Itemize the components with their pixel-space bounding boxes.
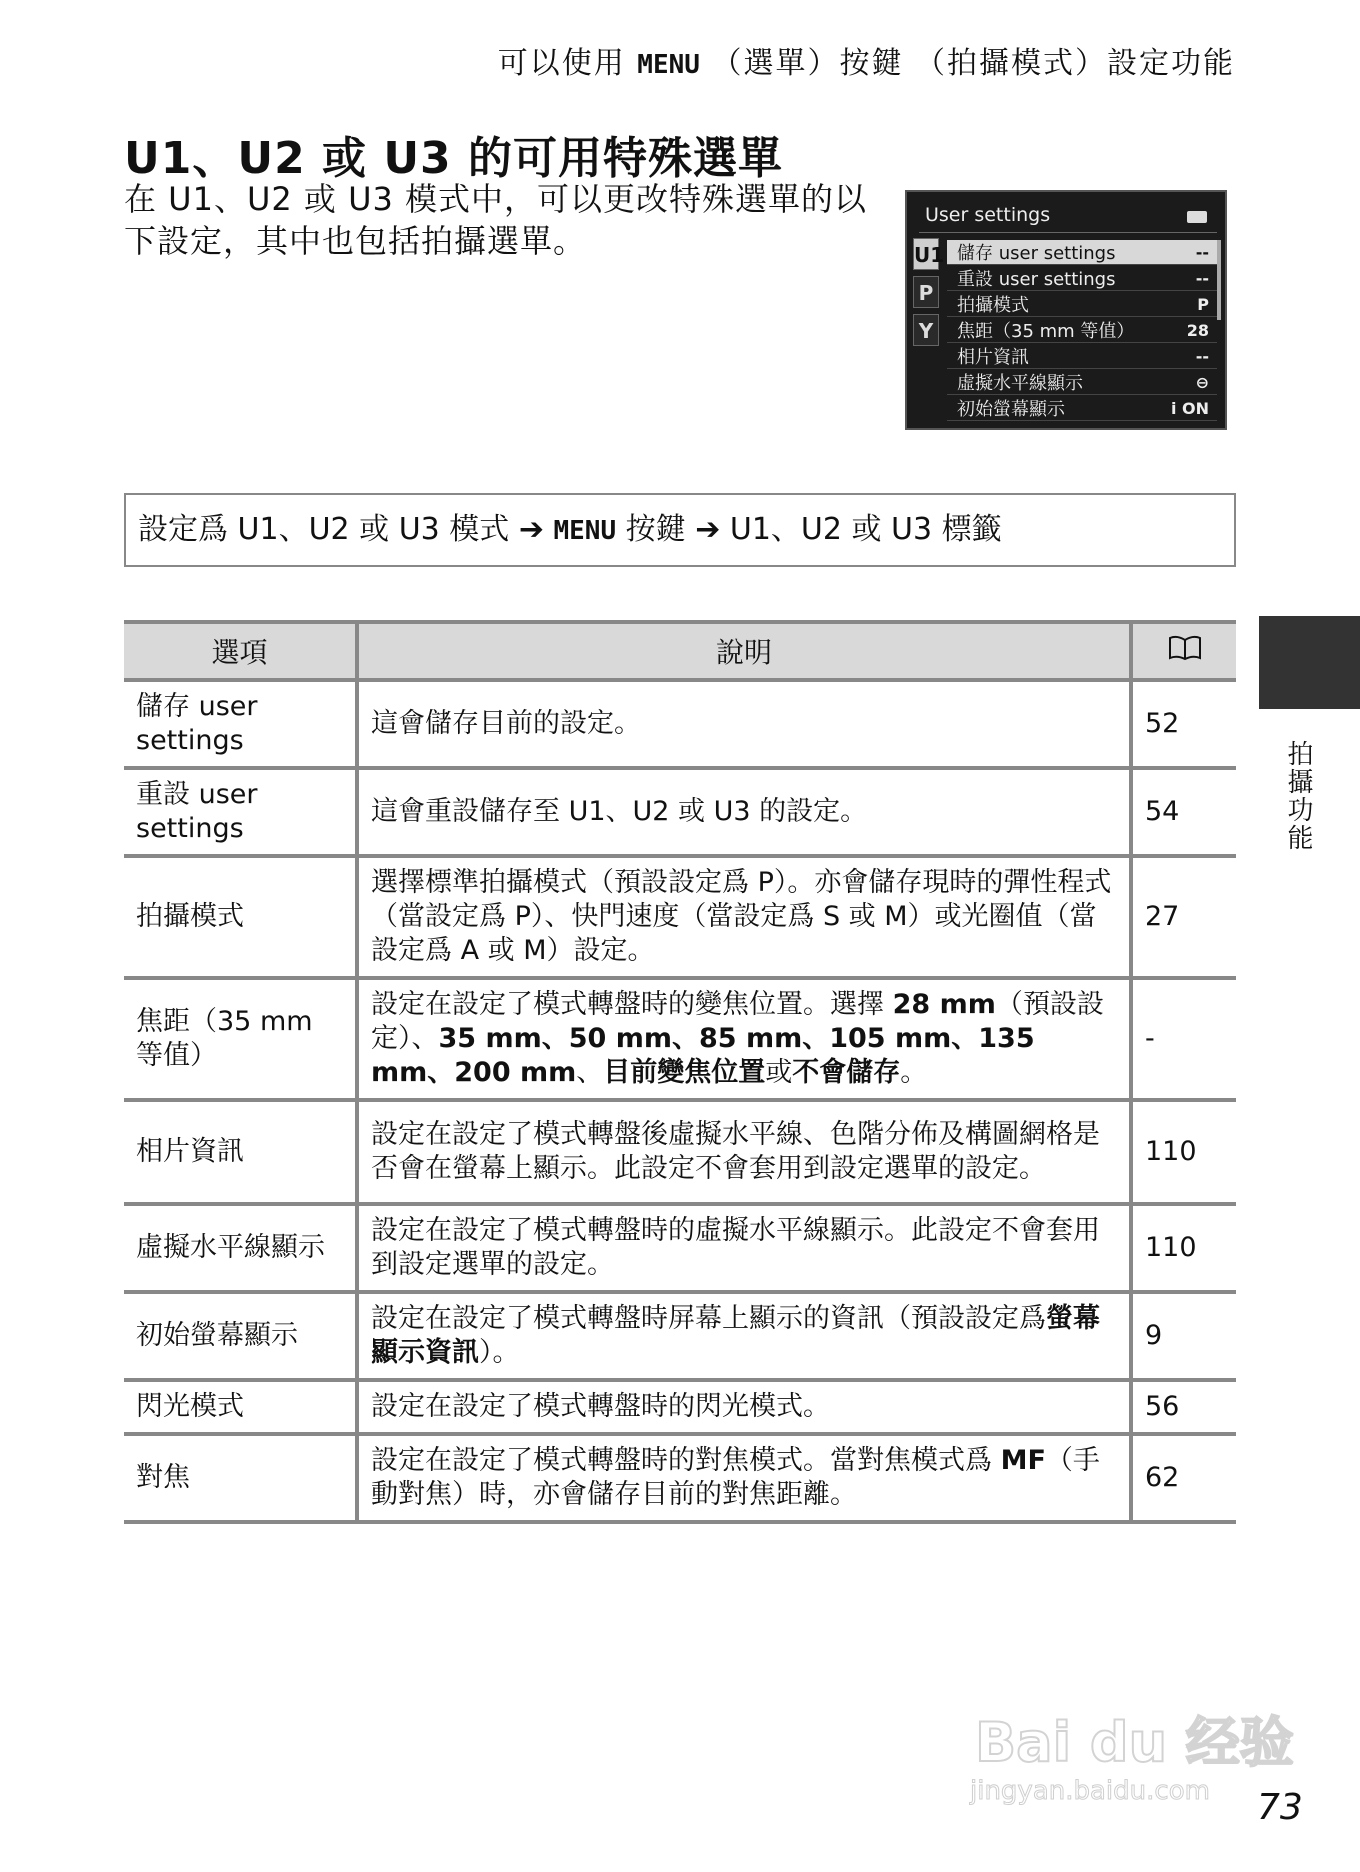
battery-icon bbox=[1187, 211, 1207, 223]
table-row bbox=[124, 1292, 1236, 1380]
table-row bbox=[124, 978, 1236, 1100]
watermark-logo: Bai du 经验 bbox=[975, 1711, 1294, 1774]
description-cell: 設定在設定了模式轉盤時的變焦位置。選擇 28 mm（預設設定）、35 mm、50 mm、85 mm、105 mm、135 mm、200 mm、目前變焦位置或不會儲存。 bbox=[357, 978, 1131, 1100]
scrollbar bbox=[1217, 240, 1221, 320]
option-cell: 重設 user settings bbox=[124, 768, 357, 856]
page-reference: 52 bbox=[1131, 680, 1236, 768]
camera-menu-row: 重設 user settings -- bbox=[947, 266, 1217, 291]
tab-u1: U1 bbox=[913, 238, 939, 270]
column-header-reference bbox=[1131, 622, 1236, 680]
option-cell: 虛擬水平線顯示 bbox=[124, 1204, 357, 1292]
option-cell: 相片資訊 bbox=[124, 1100, 357, 1204]
wrench-icon: Y bbox=[913, 314, 939, 346]
page-reference: 62 bbox=[1131, 1434, 1236, 1522]
page-reference: 9 bbox=[1131, 1292, 1236, 1380]
option-cell: 儲存 user settings bbox=[124, 680, 357, 768]
page-title: U1、U2 或 U3 的可用特殊選單 bbox=[124, 133, 783, 184]
page-reference: 110 bbox=[1131, 1204, 1236, 1292]
option-cell: 拍攝模式 bbox=[124, 856, 357, 978]
camera-menu-row: 初始螢幕顯示 i ON bbox=[947, 396, 1217, 421]
table-row bbox=[124, 680, 1236, 768]
section-side-label: 拍攝功能 bbox=[1283, 740, 1313, 852]
camera-menu-row: 拍攝模式 P bbox=[947, 292, 1217, 317]
description-cell: 這會重設儲存至 U1、U2 或 U3 的設定。 bbox=[357, 768, 1131, 856]
page-reference: - bbox=[1131, 978, 1236, 1100]
option-cell: 焦距（35 mm 等值） bbox=[124, 978, 357, 1100]
description-cell: 設定在設定了模式轉盤時的虛擬水平線顯示。此設定不會套用到設定選單的設定。 bbox=[357, 1204, 1131, 1292]
camera-tabs bbox=[913, 238, 945, 352]
table-header-row bbox=[124, 622, 1236, 680]
watermark-url: jingyan.baidu.com bbox=[970, 1776, 1210, 1806]
camera-menu-row: 儲存 user settings -- bbox=[947, 240, 1217, 265]
page-reference: 27 bbox=[1131, 856, 1236, 978]
option-cell: 初始螢幕顯示 bbox=[124, 1292, 357, 1380]
camera-menu-row: 相片資訊 -- bbox=[947, 344, 1217, 369]
section-tab-marker bbox=[1259, 616, 1360, 709]
camera-menu-row: 虛擬水平線顯示 ⊖ bbox=[947, 370, 1217, 395]
description-cell: 設定在設定了模式轉盤時屏幕上顯示的資訊（預設設定爲螢幕顯示資訊）。 bbox=[357, 1292, 1131, 1380]
options-table bbox=[124, 620, 1236, 1524]
description-cell: 設定在設定了模式轉盤時的閃光模式。 bbox=[357, 1380, 1131, 1434]
table-row bbox=[124, 856, 1236, 978]
camera-menu-title: User settings bbox=[925, 204, 1051, 226]
page-number: 73 bbox=[1257, 1787, 1303, 1828]
menu-path-box: 設定爲 U1、U2 或 U3 模式 ➔ MENU 按鍵 ➔ U1、U2 或 U3 標籤 bbox=[124, 493, 1236, 567]
tab-p: P bbox=[913, 276, 939, 308]
description-cell: 設定在設定了模式轉盤後虛擬水平線、色階分佈及構圖網格是否會在螢幕上顯示。此設定不會套用到設定選單的設定。 bbox=[357, 1100, 1131, 1204]
table-row bbox=[124, 1100, 1236, 1204]
option-cell: 對焦 bbox=[124, 1434, 357, 1522]
table-row bbox=[124, 1434, 1236, 1522]
column-header-description: 說明 bbox=[357, 622, 1131, 680]
camera-menu-list bbox=[947, 240, 1217, 422]
page-reference: 56 bbox=[1131, 1380, 1236, 1434]
camera-menu-row: 焦距（35 mm 等值） 28 bbox=[947, 318, 1217, 343]
menu-key-label: MENU bbox=[637, 50, 700, 80]
running-header: 可以使用 MENU （選單）按鍵 （拍攝模式）設定功能 bbox=[497, 46, 1235, 81]
divider bbox=[919, 232, 1217, 233]
page-reference: 110 bbox=[1131, 1100, 1236, 1204]
table-row bbox=[124, 1380, 1236, 1434]
table-row bbox=[124, 768, 1236, 856]
page-reference: 54 bbox=[1131, 768, 1236, 856]
camera-screen-illustration bbox=[905, 190, 1227, 430]
description-cell: 這會儲存目前的設定。 bbox=[357, 680, 1131, 768]
column-header-option: 選項 bbox=[124, 622, 357, 680]
description-cell: 設定在設定了模式轉盤時的對焦模式。當對焦模式爲 MF（手動對焦）時，亦會儲存目前的對焦距離。 bbox=[357, 1434, 1131, 1522]
table-row bbox=[124, 1204, 1236, 1292]
option-cell: 閃光模式 bbox=[124, 1380, 357, 1434]
menu-key-label: MENU bbox=[553, 516, 617, 546]
intro-paragraph: 在 U1、U2 或 U3 模式中，可以更改特殊選單的以下設定，其中也包括拍攝選單。 bbox=[124, 180, 868, 260]
book-icon bbox=[1168, 635, 1202, 661]
description-cell: 選擇標準拍攝模式（預設設定爲 P）。亦會儲存現時的彈性程式（當設定爲 P）、快門速度（當設定爲 S 或 M）或光圈值（當設定爲 A 或 M）設定。 bbox=[357, 856, 1131, 978]
